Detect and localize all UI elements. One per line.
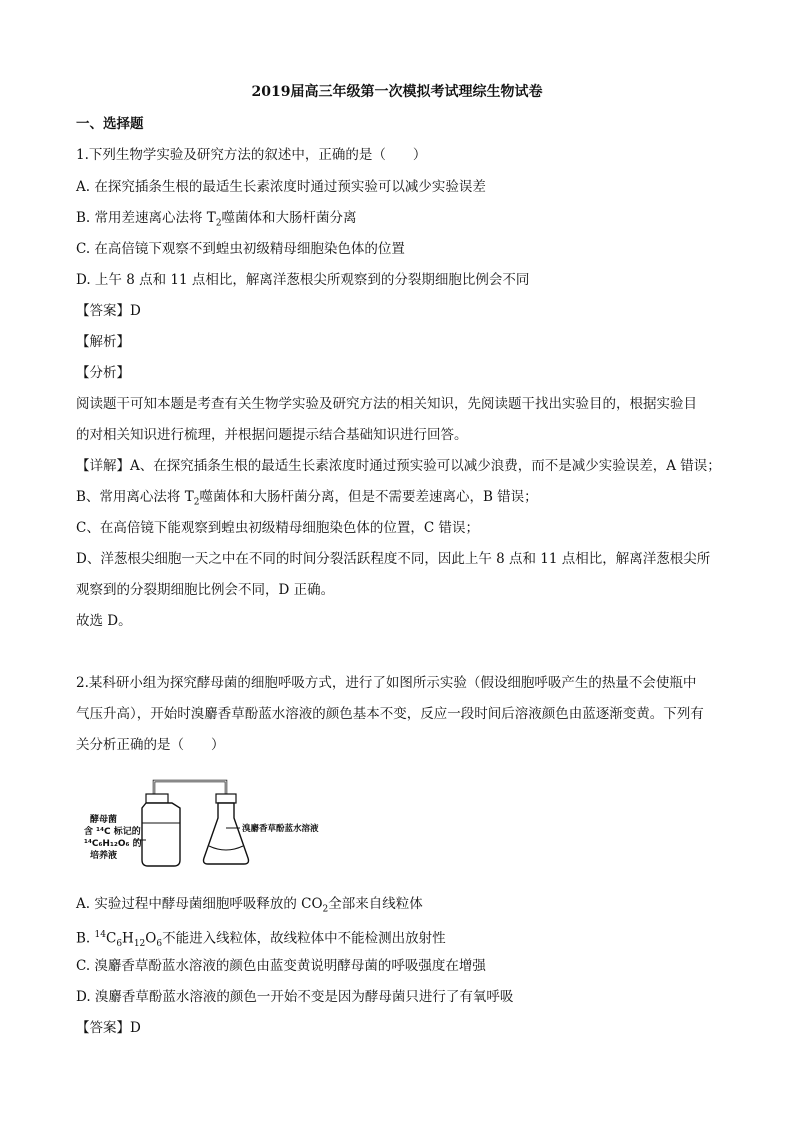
- right-label: 溴麝香草酚蓝水溶液: [242, 824, 319, 834]
- left-label-3: ¹⁴C₆H₁₂O₆ 的: [84, 839, 142, 849]
- q1-analysis-1: 阅读题干可知本题是考查有关生物学实验及研究方法的相关知识，先阅读题干找出实验目的，根据实验目: [76, 396, 697, 412]
- q1-stem: 1.下列生物学实验及研究方法的叙述中，正确的是（ ）: [76, 147, 427, 163]
- right-flask-stopper: [216, 794, 236, 803]
- q1-detail-d-2: 观察到的分裂期细胞比例会不同，D 正确。: [76, 582, 335, 598]
- q2-option-d: D. 溴麝香草酚蓝水溶液的颜色一开始不变是因为酵母菌只进行了有氧呼吸: [76, 989, 514, 1005]
- q1-detail-b-post: 噬菌体和大肠杆菌分离，但是不需要差速离心，B 错误；: [199, 489, 538, 505]
- q2-option-a-sub: 2: [322, 904, 329, 915]
- q2-option-c: C. 溴麝香草酚蓝水溶液的颜色由蓝变黄说明酵母菌的呼吸强度在增强: [76, 958, 486, 974]
- experiment-figure: [76, 778, 346, 888]
- left-bottle-stopper: [146, 794, 168, 803]
- q1-detail-c: C、在高倍镜下能观察到蝗虫初级精母细胞染色体的位置，C 错误；: [76, 520, 479, 536]
- q2-option-b-label: B.: [76, 930, 95, 947]
- q2-option-b-o: O: [145, 930, 157, 947]
- q1-option-b-post: 噬菌体和大肠杆菌分离: [221, 210, 357, 226]
- q2-option-b-sup: 14: [94, 930, 106, 940]
- left-bottle: [142, 803, 180, 866]
- q1-jiexi: 【解析】: [76, 334, 130, 350]
- q1-detail-b: [76, 487, 538, 513]
- q1-option-b-sub: 2: [215, 218, 222, 229]
- q1-conclusion: 故选 D。: [76, 613, 132, 629]
- q2-option-b-sub2: 12: [133, 939, 146, 950]
- q2-option-b-c: C: [105, 930, 117, 947]
- q2-option-b: [76, 925, 446, 954]
- left-label-1: 酵母菌: [90, 815, 118, 825]
- q2-option-a-post: 全部来自线粒体: [328, 896, 423, 912]
- section-heading: 一、选择题: [76, 116, 144, 132]
- q2-option-b-sub3: 6: [156, 939, 163, 950]
- q1-option-c: C. 在高倍镜下观察不到蝗虫初级精母细胞染色体的位置: [76, 241, 405, 257]
- q1-detail-d-1: D、洋葱根尖细胞一天之中在不同的时间分裂活跃程度不同，因此上午 8 点和 11 点相比，解离洋葱根尖所: [76, 551, 711, 567]
- left-label-4: 培养液: [90, 851, 118, 861]
- q1-answer: 【答案】D: [76, 303, 141, 319]
- q1-analysis-2: 的对相关知识进行梳理，并根据问题提示结合基础知识进行回答。: [76, 427, 468, 443]
- page-title: 2019届高三年级第一次模拟考试理综生物试卷: [251, 84, 543, 100]
- q1-option-d: D. 上午 8 点和 11 点相比，解离洋葱根尖所观察到的分裂期细胞比例会不同: [76, 272, 530, 288]
- left-label-2: 含 ¹⁴C 标记的: [84, 827, 141, 837]
- q1-fenxi: 【分析】: [76, 365, 130, 381]
- q1-option-b: [76, 208, 357, 234]
- q1-option-b-pre: B. 常用差速离心法将 T: [76, 210, 216, 226]
- q2-option-b-post: 不能进入线粒体，故线粒体中不能检测出放射性: [162, 930, 446, 947]
- q1-detail-b-pre: B、常用离心法将 T: [76, 489, 194, 505]
- q2-option-a: [76, 894, 423, 920]
- q1-detail-b-sub: 2: [193, 497, 200, 508]
- q2-stem-1: 2.某科研小组为探究酵母菌的细胞呼吸方式，进行了如图所示实验（假设细胞呼吸产生的热量不会使瓶中: [76, 675, 697, 691]
- q2-answer: 【答案】D: [76, 1020, 141, 1036]
- q1-option-a: A. 在探究插条生根的最适生长素浓度时通过预实验可以减少实验误差: [76, 179, 486, 195]
- q1-detail-a: 【详解】A、在探究插条生根的最适生长素浓度时通过预实验可以减少浪费，而不是减少实验误差，A 错误；: [76, 458, 721, 474]
- q2-option-b-h: H: [122, 930, 134, 947]
- q2-stem-2: 气压升高），开始时溴麝香草酚蓝水溶液的颜色基本不变，反应一段时间后溶液颜色由蓝逐渐变黄。下列有: [76, 706, 704, 722]
- q2-option-a-pre: A. 实验过程中酵母菌细胞呼吸释放的 CO: [76, 896, 323, 912]
- q2-stem-3: 关分析正确的是（ ）: [76, 737, 225, 753]
- q2-option-b-sub1: 6: [116, 939, 123, 950]
